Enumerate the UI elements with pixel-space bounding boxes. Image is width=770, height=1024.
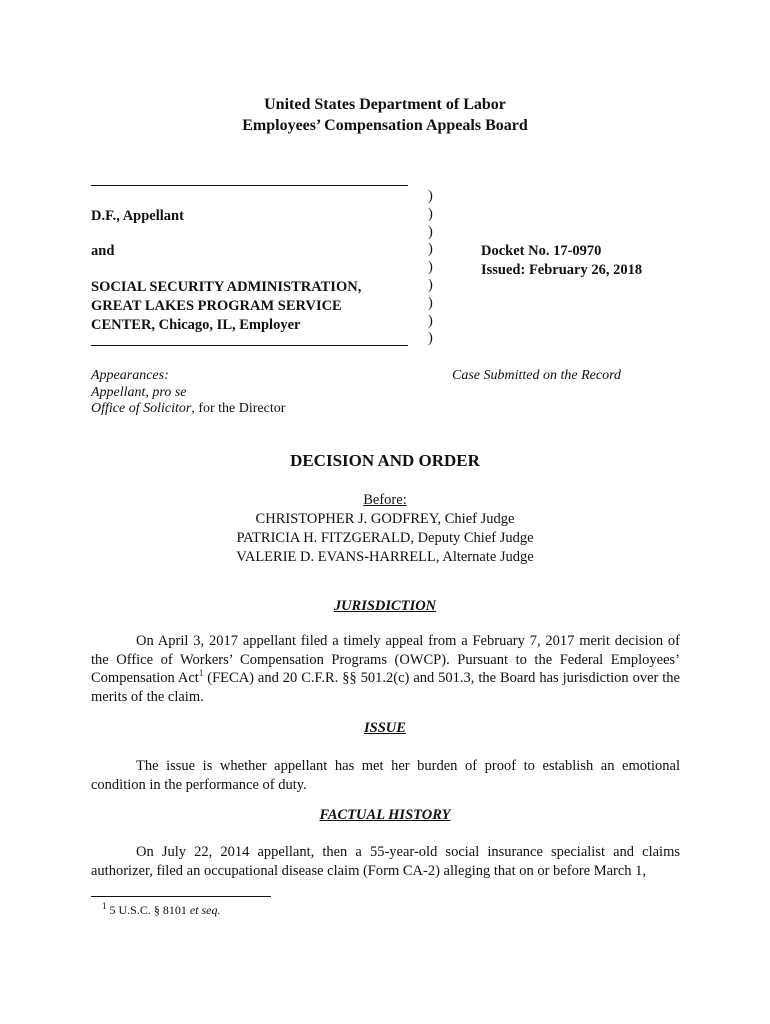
- appearance-appellant: Appellant, pro se: [91, 384, 187, 400]
- agency-title: United States Department of Labor: [264, 96, 506, 113]
- paren: ): [428, 241, 433, 258]
- case-submitted-note: Case Submitted on the Record: [452, 368, 622, 383]
- paren: ): [428, 330, 433, 347]
- jurisdiction-heading: JURISDICTION: [333, 598, 437, 614]
- employer-name: [91, 278, 391, 335]
- before-label: Before:: [363, 492, 407, 508]
- footnote-rule: [91, 896, 271, 897]
- caption-top-rule: [91, 185, 408, 186]
- caption-parentheses: [428, 188, 433, 348]
- factual-history-heading: FACTUAL HISTORY: [319, 807, 451, 823]
- docket-number: Docket No. 17-0970: [481, 243, 602, 259]
- judge-name: PATRICIA H. FITZGERALD, Deputy Chief Judge: [236, 530, 534, 546]
- appellant-name: D.F., Appellant: [91, 208, 184, 224]
- paren: ): [428, 276, 433, 293]
- appearances-label: Appearances:: [91, 368, 169, 383]
- document-header: [0, 94, 770, 136]
- paren: ): [428, 205, 433, 222]
- panel-block: [0, 491, 770, 567]
- decision-title: DECISION AND ORDER: [290, 451, 480, 470]
- issue-paragraph: The issue is whether appellant has met her burden of proof to establish an emotional condition in the performance of duty.: [91, 758, 680, 793]
- footnote: $^1$ 5 U.S.C. § 8101 et seq.: [102, 901, 221, 917]
- caption-bottom-rule: [91, 345, 408, 346]
- appearance-solicitor: Office of Solicitor, for the Director: [91, 401, 286, 416]
- employer-line: CENTER, Chicago, IL, Employer: [91, 317, 301, 333]
- employer-line: GREAT LAKES PROGRAM SERVICE: [91, 298, 342, 314]
- case-caption: [91, 185, 691, 355]
- paren: ): [428, 312, 433, 329]
- footnote-number: 1: [102, 901, 107, 911]
- factual-history-paragraph: On July 22, 2014 appellant, then a 55-year-old social insurance specialist and claims authorizer, filed an occupational disease claim (Form CA-2) alleging that on or before March 1,: [91, 844, 680, 879]
- paren: ): [428, 259, 433, 276]
- caption-and: and: [91, 243, 115, 259]
- judge-name: VALERIE D. EVANS-HARRELL, Alternate Judge: [236, 549, 534, 565]
- board-title: Employees’ Compensation Appeals Board: [242, 117, 528, 134]
- paren: ): [428, 223, 433, 240]
- issue-heading: ISSUE: [364, 720, 406, 736]
- issued-date: Issued: February 26, 2018: [481, 262, 643, 278]
- docket-info: [481, 242, 642, 280]
- jurisdiction-paragraph: On April 3, 2017 appellant filed a timely appeal from a February 7, 2017 merit decision of the Office of Workers’ Compensation Programs (OWCP). Pursuant to the Federal Employees’ Compensation Act$^1$ (FECA) and 20 C.F.R. §§ 501.2(c) and 501.3, the Board has jurisdiction over the merits of the claim.: [91, 633, 680, 706]
- footnote-reference: 1: [198, 668, 204, 679]
- appearances-block: [91, 368, 285, 418]
- employer-line: SOCIAL SECURITY ADMINISTRATION,: [91, 279, 362, 295]
- judge-name: CHRISTOPHER J. GODFREY, Chief Judge: [255, 511, 515, 527]
- paren: ): [428, 188, 433, 204]
- paren: ): [428, 294, 433, 311]
